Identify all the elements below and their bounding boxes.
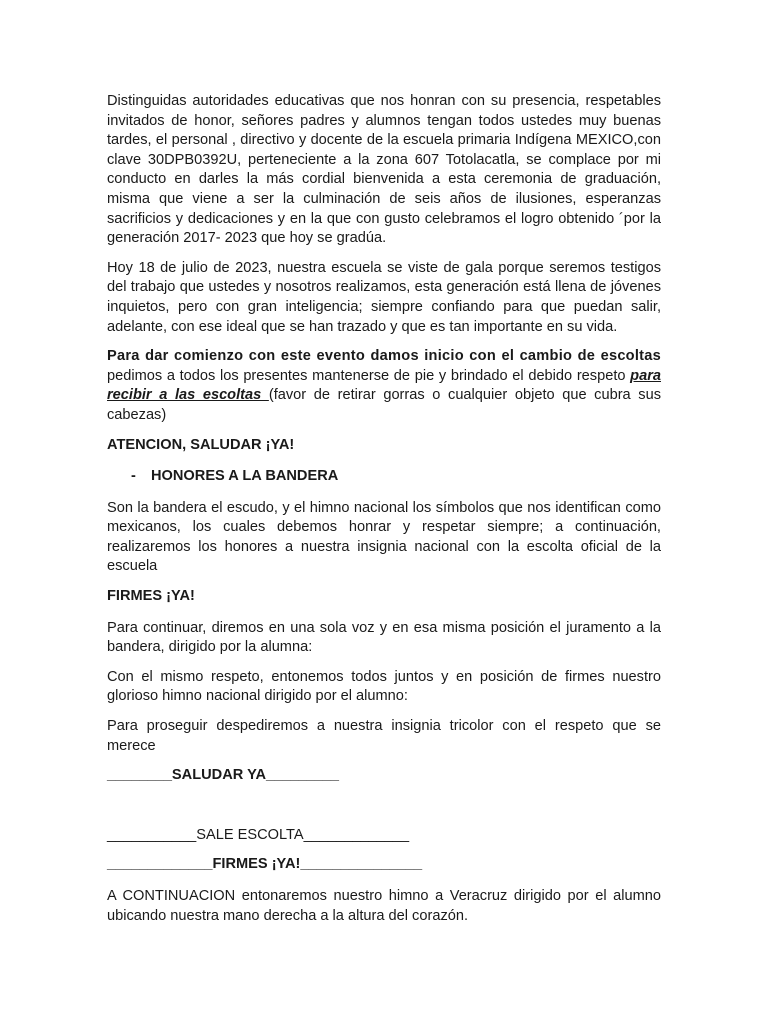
spacer [107, 798, 661, 826]
firmes-heading: FIRMES ¡YA! [107, 588, 195, 605]
sale-escolta-line: ___________SALE ESCOLTA_____________ [107, 826, 410, 843]
veracruz-paragraph: A CONTINUACION entonaremos nuestro himno a Veracruz dirigido por el alumno ubicando nuestra mano derecha a la altura del corazón. [107, 888, 661, 924]
welcome-paragraph: Distinguidas autoridades educativas que nos honran con su presencia, respetables invitados de honor, señores padres y alumnos tengan todos ustedes muy buenas tardes, el personal , directivo y docente de la escuela primaria Indígena MEXICO,con clave 30DPB0392U, perteneciente a la zona 607 Totolacatla, se complace por mi conducto en darles la más cordial bienvenida a esta ceremonia de graduación, misma que viene a ser la culminación de seis años de ilusiones, esperanzas sacrificios y dedicaciones y en la que con gusto celebramos el logro obtenido ´por la generación 2017- 2023 que hoy se gradúa. [107, 93, 661, 247]
honores-label: HONORES A LA BANDERA [151, 468, 339, 485]
oath-paragraph: Para continuar, diremos en una sola voz y en esa misma posición el juramento a la bandera, dirigido por la alumna: [107, 619, 661, 656]
escort-emphasis-text: para recibir a las escoltas [107, 367, 661, 404]
symbols-paragraph: Son la bandera el escudo, y el himno nacional los símbolos que nos identifican como mexicanos, los cuales debemos honrar y respetar siempre; a continuación, realizaremos los honores a nuestra insignia nacional con la escolta oficial de la escuela [107, 499, 661, 575]
atencion-heading: ATENCION, SALUDAR ¡YA! [107, 436, 295, 453]
date-paragraph: Hoy 18 de julio de 2023, nuestra escuela se viste de gala porque seremos testigos del trabajo que ustedes y nosotros realizamos, esta generación está llena de jóvenes inquietos, pero con gran inteligencia; siempre confiando para que puedan salir, adelante, con ese ideal que se han trazado y que es tan importante en su vida. [107, 259, 661, 335]
saludar-heading: ________SALUDAR YA_________ [107, 767, 340, 784]
farewell-paragraph: Para proseguir despediremos a nuestra insignia tricolor con el respeto que se merece [107, 718, 661, 754]
escort-lead-text: Para dar comienzo con este evento damos inicio con el cambio de escoltas [107, 348, 661, 365]
firmes-heading-2: _____________FIRMES ¡YA!_______________ [107, 856, 423, 873]
bullet-dash: - [131, 468, 136, 485]
escort-paragraph [107, 347, 661, 425]
anthem-paragraph: Con el mismo respeto, entonemos todos juntos y en posición de firmes nuestro glorioso himno nacional dirigido por el alumno: [107, 668, 661, 705]
document-page [107, 92, 661, 936]
honores-bullet [107, 467, 661, 487]
escort-body-text: pedimos a todos los presentes mantenerse de pie y brindado el debido respeto [107, 367, 631, 384]
escort-tail-text: (favor de retirar gorras o cualquier objeto que cubra sus cabezas) [107, 387, 661, 423]
